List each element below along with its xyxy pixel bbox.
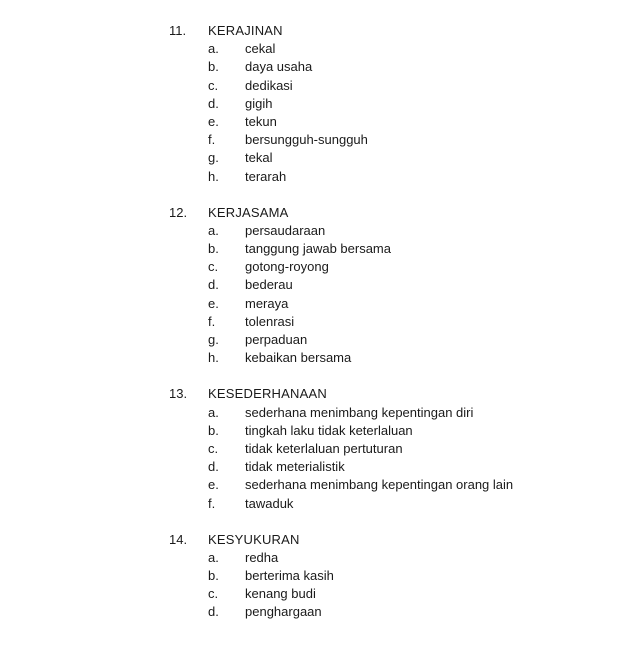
item-letter: b. bbox=[208, 241, 219, 257]
list-item bbox=[0, 476, 640, 494]
item-letter: b. bbox=[208, 568, 219, 584]
item-text: terarah bbox=[245, 168, 287, 184]
item-text: daya usaha bbox=[245, 59, 313, 75]
item-text: tekal bbox=[245, 150, 273, 166]
item-letter: d. bbox=[208, 604, 219, 620]
item-letter: a. bbox=[208, 41, 219, 57]
item-letter: g. bbox=[208, 150, 219, 166]
section-title: KESEDERHANAAN bbox=[208, 386, 327, 402]
list-item bbox=[0, 258, 640, 276]
list-item bbox=[0, 313, 640, 331]
item-text: tingkah laku tidak keterlaluan bbox=[245, 422, 413, 438]
list-item bbox=[0, 168, 640, 186]
list-item bbox=[0, 349, 640, 367]
item-text: sederhana menimbang kepentingan diri bbox=[245, 404, 474, 420]
item-text: perpaduan bbox=[245, 332, 308, 347]
section-title: KERAJINAN bbox=[208, 23, 283, 38]
list-item bbox=[0, 40, 640, 58]
item-text: sederhana menimbang kepentingan orang lain bbox=[245, 477, 514, 493]
list-item bbox=[0, 495, 640, 513]
section-number: 13. bbox=[169, 386, 188, 402]
item-text: tawaduk bbox=[245, 495, 294, 511]
section-number: 14. bbox=[169, 531, 188, 547]
item-text: redha bbox=[245, 549, 279, 565]
item-letter: h. bbox=[208, 168, 219, 184]
list-item bbox=[0, 276, 640, 294]
item-letter: b. bbox=[208, 59, 219, 75]
item-text: persaudaraan bbox=[245, 222, 326, 238]
list-item bbox=[0, 222, 640, 240]
section-heading bbox=[0, 385, 640, 403]
item-text: tidak keterlaluan pertuturan bbox=[245, 440, 403, 456]
section-heading bbox=[0, 204, 640, 222]
item-text: tekun bbox=[245, 113, 277, 129]
section-2 bbox=[0, 385, 640, 512]
list-item bbox=[0, 295, 640, 313]
list-item bbox=[0, 404, 640, 422]
item-letter: d. bbox=[208, 95, 219, 111]
item-text: meraya bbox=[245, 295, 289, 311]
list-item bbox=[0, 131, 640, 149]
list-item bbox=[0, 422, 640, 440]
item-letter: b. bbox=[208, 422, 219, 438]
item-text: kebaikan bersama bbox=[245, 350, 352, 366]
list-item bbox=[0, 567, 640, 585]
item-letter: g. bbox=[208, 332, 219, 347]
item-text: kenang budi bbox=[245, 586, 316, 602]
item-letter: a. bbox=[208, 222, 219, 238]
list-item bbox=[0, 77, 640, 95]
list-item bbox=[0, 603, 640, 621]
item-text: gigih bbox=[245, 95, 273, 111]
item-letter: e. bbox=[208, 113, 219, 129]
item-letter: e. bbox=[208, 477, 219, 493]
list-item bbox=[0, 458, 640, 476]
item-letter: a. bbox=[208, 549, 219, 565]
item-letter: e. bbox=[208, 295, 219, 311]
section-heading bbox=[0, 531, 640, 549]
list-item bbox=[0, 113, 640, 131]
item-letter: c. bbox=[208, 77, 219, 93]
item-letter: c. bbox=[208, 259, 219, 275]
list-item bbox=[0, 440, 640, 458]
item-letter: f. bbox=[208, 313, 216, 329]
item-letter: a. bbox=[208, 404, 219, 420]
item-text: tanggung jawab bersama bbox=[245, 241, 391, 257]
section-1 bbox=[0, 204, 640, 368]
item-text: berterima kasih bbox=[245, 568, 334, 584]
item-letter: d. bbox=[208, 459, 219, 475]
item-text: dedikasi bbox=[245, 77, 293, 93]
item-letter: c. bbox=[208, 586, 219, 602]
section-3 bbox=[0, 531, 640, 622]
section-title: KESYUKURAN bbox=[208, 531, 300, 547]
section-number: 11. bbox=[169, 23, 187, 38]
item-text: bederau bbox=[245, 277, 293, 293]
list-item bbox=[0, 240, 640, 258]
list-item bbox=[0, 549, 640, 567]
item-letter: f. bbox=[208, 132, 216, 148]
item-letter: c. bbox=[208, 440, 219, 456]
list-item bbox=[0, 95, 640, 113]
item-text: cekal bbox=[245, 41, 276, 57]
list-item bbox=[0, 331, 640, 349]
list-item bbox=[0, 149, 640, 167]
item-text: penghargaan bbox=[245, 604, 322, 620]
list-item bbox=[0, 58, 640, 76]
item-text: tidak meterialistik bbox=[245, 459, 345, 475]
item-text: tolenrasi bbox=[245, 313, 295, 329]
section-heading bbox=[0, 22, 640, 40]
item-letter: d. bbox=[208, 277, 219, 293]
section-title: KERJASAMA bbox=[208, 204, 289, 220]
document-list bbox=[0, 22, 640, 640]
item-text: gotong-royong bbox=[245, 259, 329, 275]
section-number: 12. bbox=[169, 204, 188, 220]
section-0 bbox=[0, 22, 640, 186]
list-item bbox=[0, 585, 640, 603]
item-letter: h. bbox=[208, 350, 219, 366]
item-letter: f. bbox=[208, 495, 216, 511]
item-text: bersungguh-sungguh bbox=[245, 132, 368, 148]
